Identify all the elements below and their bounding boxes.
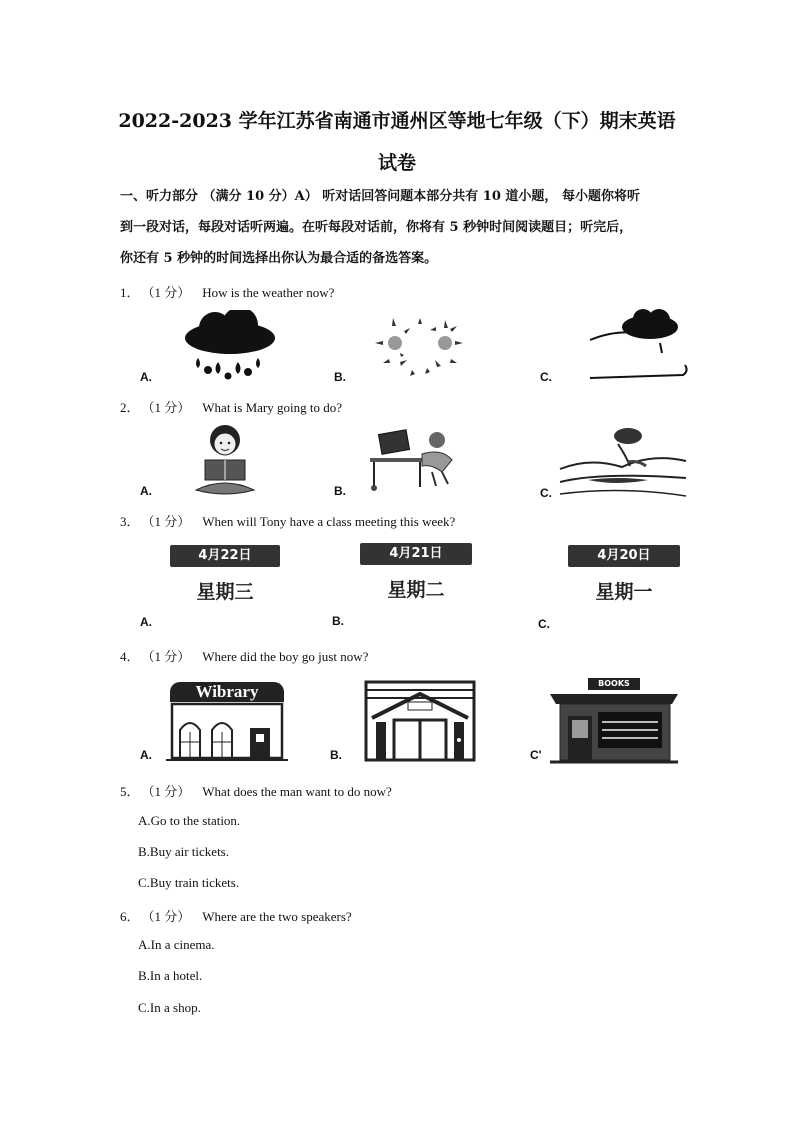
calendar-option-a	[170, 545, 280, 604]
library-sign: Wibrary	[170, 682, 284, 702]
question-6	[120, 906, 352, 925]
option-letter-a: A.	[140, 370, 152, 384]
answer-option-a: A.In a cinema.	[138, 937, 215, 952]
document-title-line1: 2022-2023 学年江苏省南通市通州区等地七年级（下）期末英语	[118, 110, 676, 132]
calendar-date: 4月22日	[170, 545, 280, 567]
post-office-building-image	[364, 680, 476, 762]
option-letter-b: B.	[334, 370, 346, 384]
question-text: Where did the boy go just now?	[202, 649, 369, 664]
instruction-line: 一、听力部分 （满分 10 分）A） 听对话回答问题本部分共有 10 道小题， 每小题你将听	[120, 189, 640, 204]
option-letter-c: C'	[530, 748, 542, 762]
question-text: How is the weather now?	[202, 285, 335, 300]
question-points: （1 分）	[141, 784, 191, 799]
question-2	[120, 397, 342, 416]
instruction-line: 到一段对话，每段对话听两遍。在听每段对话前，你将有 5 秒钟时间阅读题目；听完后，	[120, 220, 633, 235]
instruction-line: 你还有 5 秒钟的时间选择出你认为最合适的备选答案。	[120, 251, 438, 266]
question-points: （1 分）	[141, 649, 191, 664]
document-title-line2: 试卷	[377, 152, 416, 174]
question-text: Where are the two speakers?	[202, 909, 352, 924]
question-text: What is Mary going to do?	[202, 400, 343, 415]
option-letter-a: A.	[140, 748, 152, 762]
girl-reading-image	[190, 422, 260, 497]
question-points: （1 分）	[141, 400, 191, 415]
library-building-image	[166, 680, 288, 762]
question-text: What does the man want to do now?	[202, 784, 392, 799]
question-number: 4．	[120, 649, 140, 664]
listening-section-instructions	[120, 181, 680, 274]
wind-cloud-image	[585, 305, 690, 385]
sun-scattered-image	[365, 308, 475, 383]
question-3	[120, 511, 455, 530]
calendar-weekday: 星期三	[196, 581, 254, 603]
option-letter-b: B.	[334, 484, 346, 498]
question-points: （1 分）	[141, 285, 191, 300]
answer-option-a: A.Go to the station.	[138, 813, 241, 828]
option-letter-a: A.	[140, 615, 152, 629]
question-number: 6．	[120, 909, 140, 924]
calendar-date: 4月21日	[360, 543, 472, 565]
question-number: 3．	[120, 514, 140, 529]
option-letter-b: B.	[332, 614, 344, 628]
calendar-option-b	[360, 543, 472, 602]
question-number: 5．	[120, 784, 140, 799]
question-number: 2．	[120, 400, 140, 415]
question-points: （1 分）	[141, 514, 191, 529]
calendar-weekday: 星期一	[595, 581, 653, 603]
answer-option-c: C.In a shop.	[138, 1000, 201, 1015]
option-letter-a: A.	[140, 484, 152, 498]
answer-option-c: C.Buy train tickets.	[138, 875, 240, 890]
bookstore-sign: BOOKS	[588, 678, 640, 690]
bookstore-building-image	[550, 678, 678, 764]
question-4	[120, 646, 368, 665]
option-letter-c: C.	[538, 617, 550, 631]
calendar-weekday: 星期二	[387, 579, 445, 601]
river-rowing-image	[558, 424, 688, 499]
rain-cloud-image	[180, 310, 280, 380]
calendar-date: 4月20日	[568, 545, 680, 567]
answer-option-b: B.In a hotel.	[138, 968, 203, 983]
option-letter-c: C.	[540, 486, 552, 500]
question-5	[120, 781, 392, 800]
calendar-option-c	[568, 545, 680, 604]
answer-option-b: B.Buy air tickets.	[138, 844, 229, 859]
option-letter-b: B.	[330, 748, 342, 762]
person-at-computer-image	[362, 428, 467, 493]
question-points: （1 分）	[141, 909, 191, 924]
question-text: When will Tony have a class meeting this week?	[202, 514, 456, 529]
question-number: 1．	[120, 285, 140, 300]
question-1	[120, 282, 334, 301]
option-letter-c: C.	[540, 370, 552, 384]
